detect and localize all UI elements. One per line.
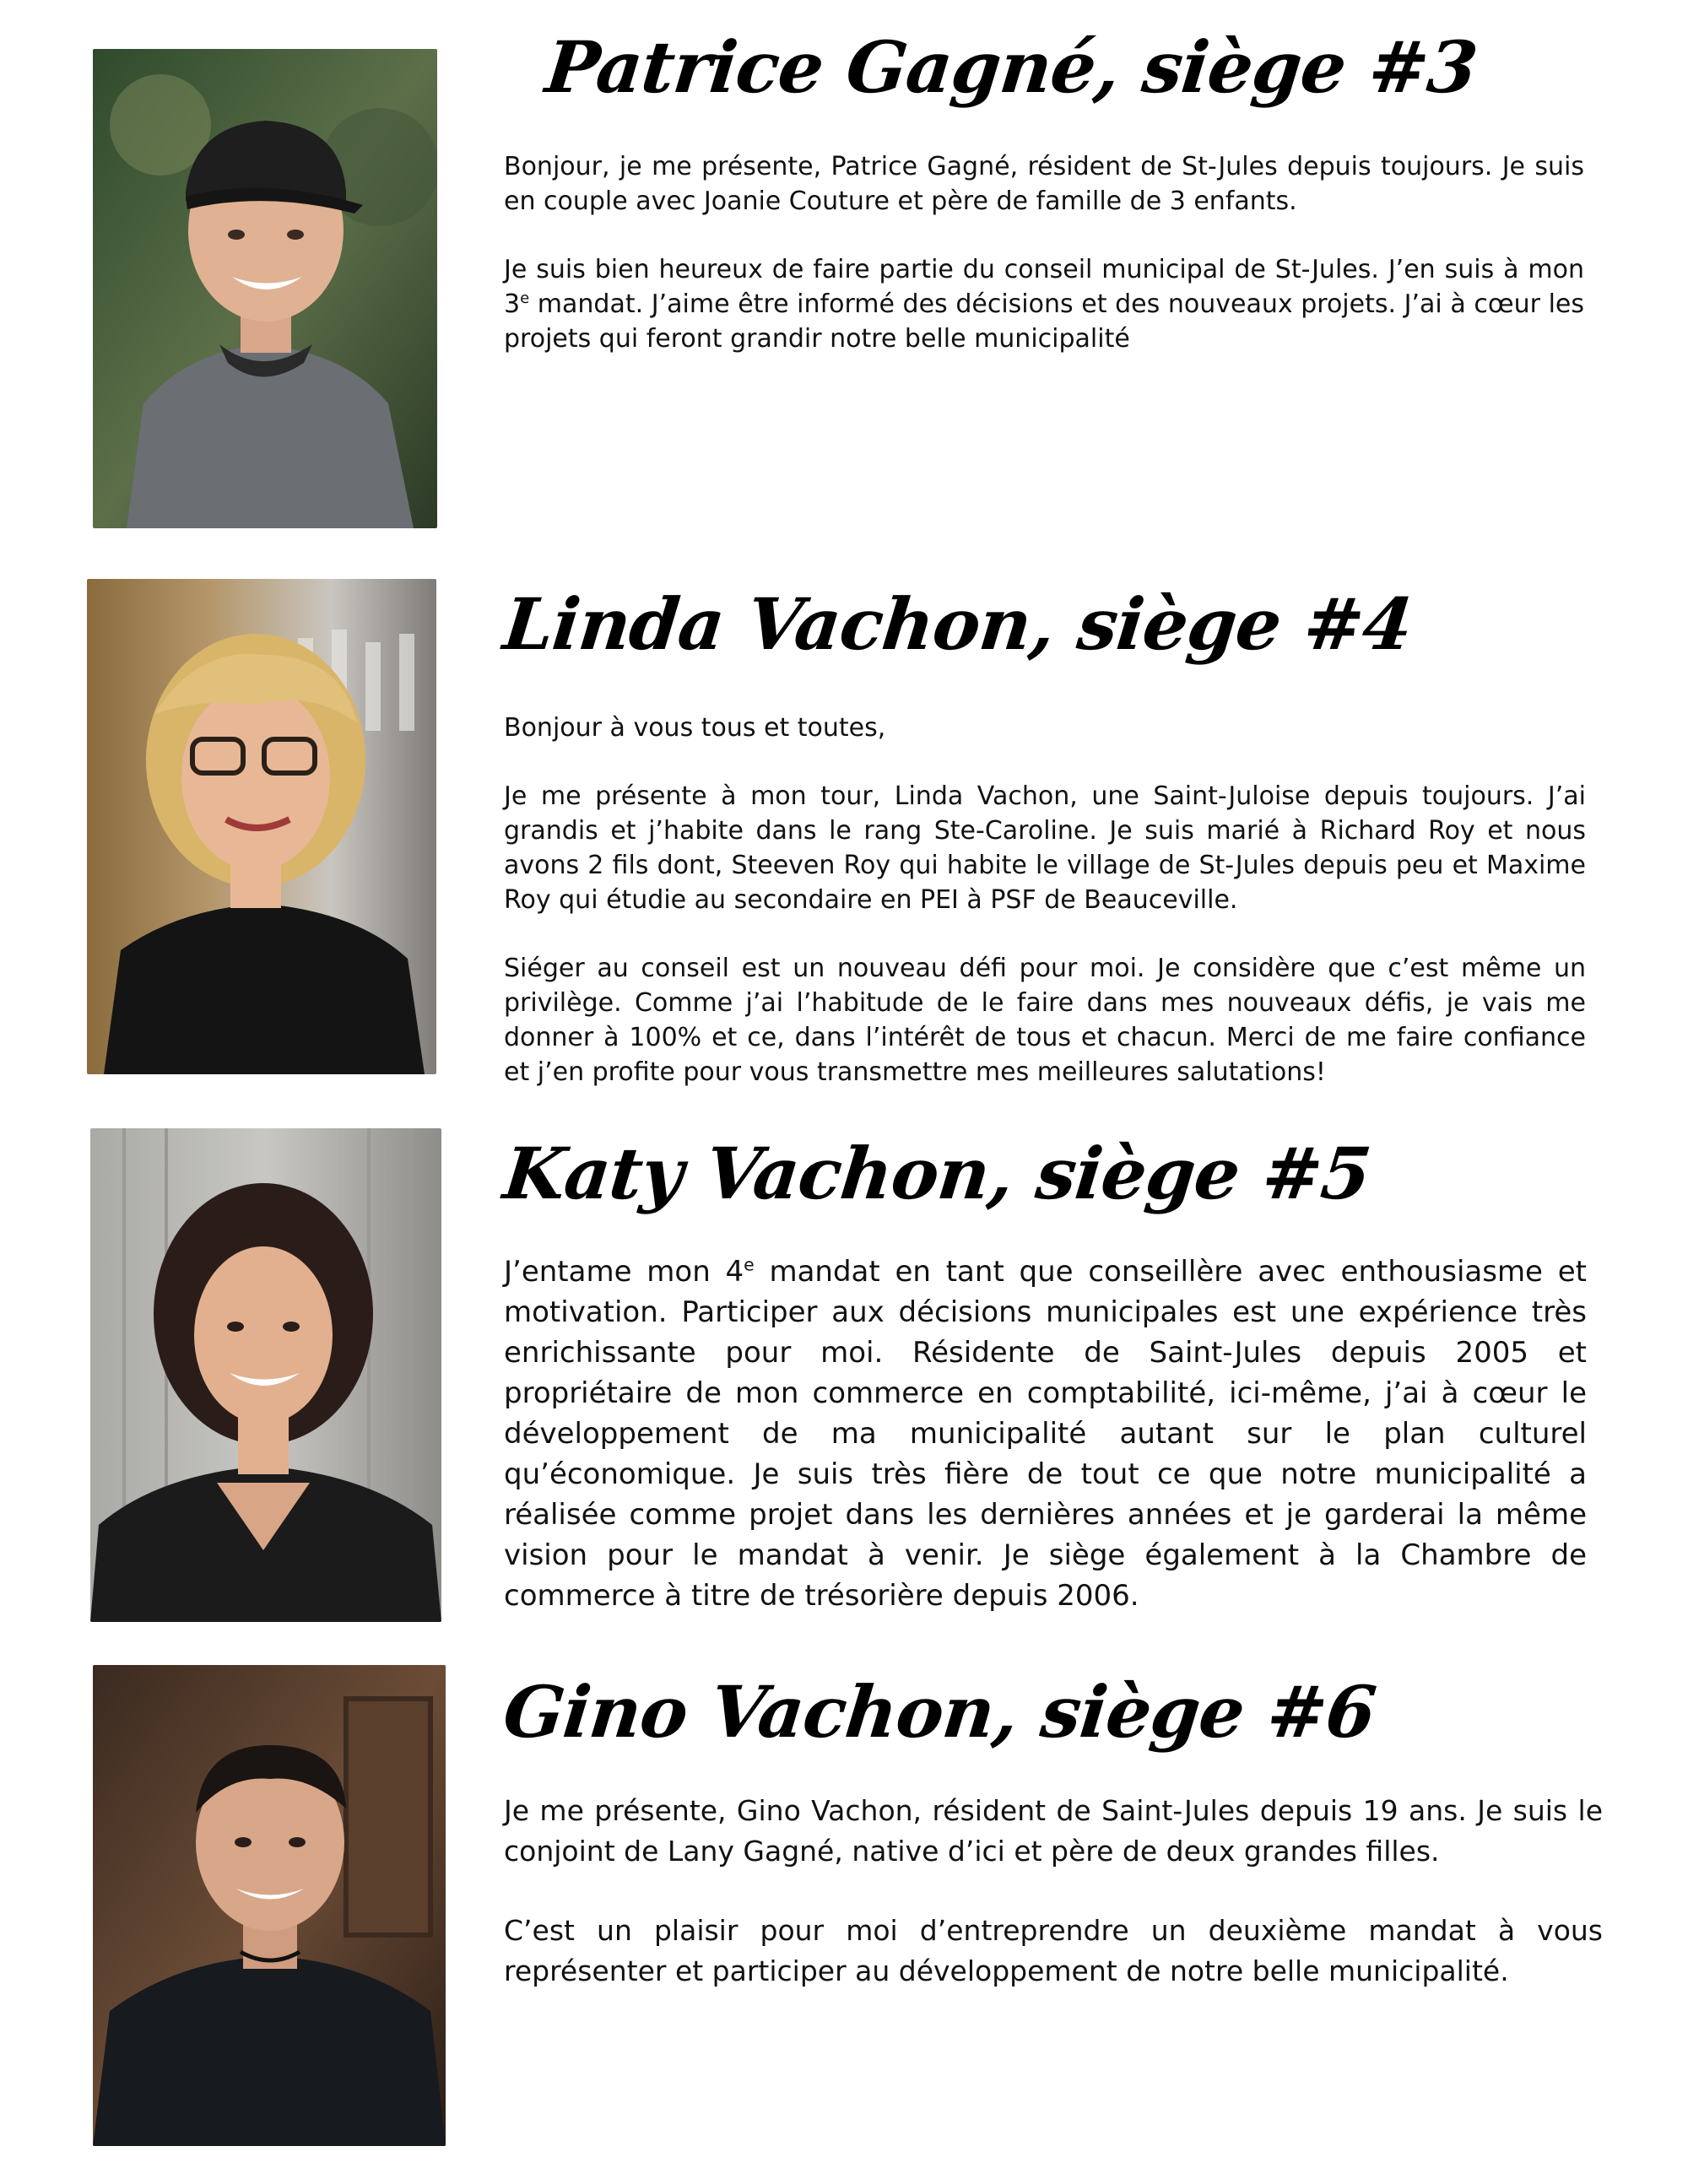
- member-bio: [504, 711, 1586, 1089]
- member-bio: [504, 149, 1584, 356]
- member-name: Katy Vachon, siège #5: [500, 1132, 1375, 1215]
- bio-paragraph: Bonjour à vous tous et toutes,: [504, 713, 886, 743]
- member-bio: [504, 1791, 1603, 1992]
- bio-paragraph: Bonjour, je me présente, Patrice Gagné, résident de St-Jules depuis toujours. Je suis en couple avec Joanie Couture et père de famille de 3 enfants.: [504, 152, 1584, 216]
- bio-paragraph: Je me présente, Gino Vachon, résident de Saint-Jules depuis 19 ans. Je suis le conjoint de Lany Gagné, native d’ici et père de deux grandes filles.: [504, 1794, 1603, 1868]
- gino-vachon-photo: [93, 1665, 446, 2146]
- member-bio: [504, 1251, 1587, 1616]
- member-name: Linda Vachon, siège #4: [500, 582, 1416, 666]
- katy-vachon-photo: [90, 1128, 441, 1622]
- bio-paragraph: Je me présente à mon tour, Linda Vachon, une Saint-Juloise depuis toujours. J’ai grandis et j’habite dans le rang Ste-Caroline. Je suis marié à Richard Roy et nous avons 2 fils dont, Steeven Roy qui habite le village de St-Jules depuis peu et Maxime Roy qui étudie au secondaire en PEI à PSF de Beauceville.: [504, 781, 1586, 915]
- bio-paragraph: C’est un plaisir pour moi d’entreprendre un deuxième mandat à vous représenter et participer au développement de notre belle municipalité.: [504, 1914, 1603, 1987]
- bio-paragraph: Siéger au conseil est un nouveau défi pour moi. Je considère que c’est même un privilège. Comme j’ai l’habitude de le faire dans mes nouveaux défis, je vais me donner à 100% et ce, dans l’intérêt de tous et chacun. Merci de me faire confiance et j’en profite pour vous transmettre mes meilleures salutations!: [504, 954, 1586, 1087]
- patrice-gagne-photo: [93, 49, 437, 528]
- bio-paragraph: Je suis bien heureux de faire partie du conseil municipal de St-Jules. J’en suis à mon 3e mandat. J’aime être informé des décisions et des nouveaux projets. J’ai à cœur les projets qui feront grandir notre belle municipalité: [504, 255, 1584, 354]
- bio-paragraph: J’entame mon 4e mandat en tant que conseillère avec enthousiasme et motivation. Participer aux décisions municipales est une expérience très enrichissante pour moi. Résidente de Saint-Jules depuis 2005 et propriétaire de mon commerce en comptabilité, ici-même, j’ai à cœur le développement de ma municipalité autant sur le plan culturel qu’économique. Je suis très fière de tout ce que notre municipalité a réalisée comme projet dans les dernières années et je garderai la même vision pour le mandat à venir. Je siège également à la Chambre de commerce à titre de trésorière depuis 2006.: [504, 1254, 1587, 1613]
- linda-vachon-photo: [87, 579, 436, 1074]
- member-name: Patrice Gagné, siège #3: [542, 25, 1481, 109]
- member-name: Gino Vachon, siège #6: [500, 1670, 1379, 1754]
